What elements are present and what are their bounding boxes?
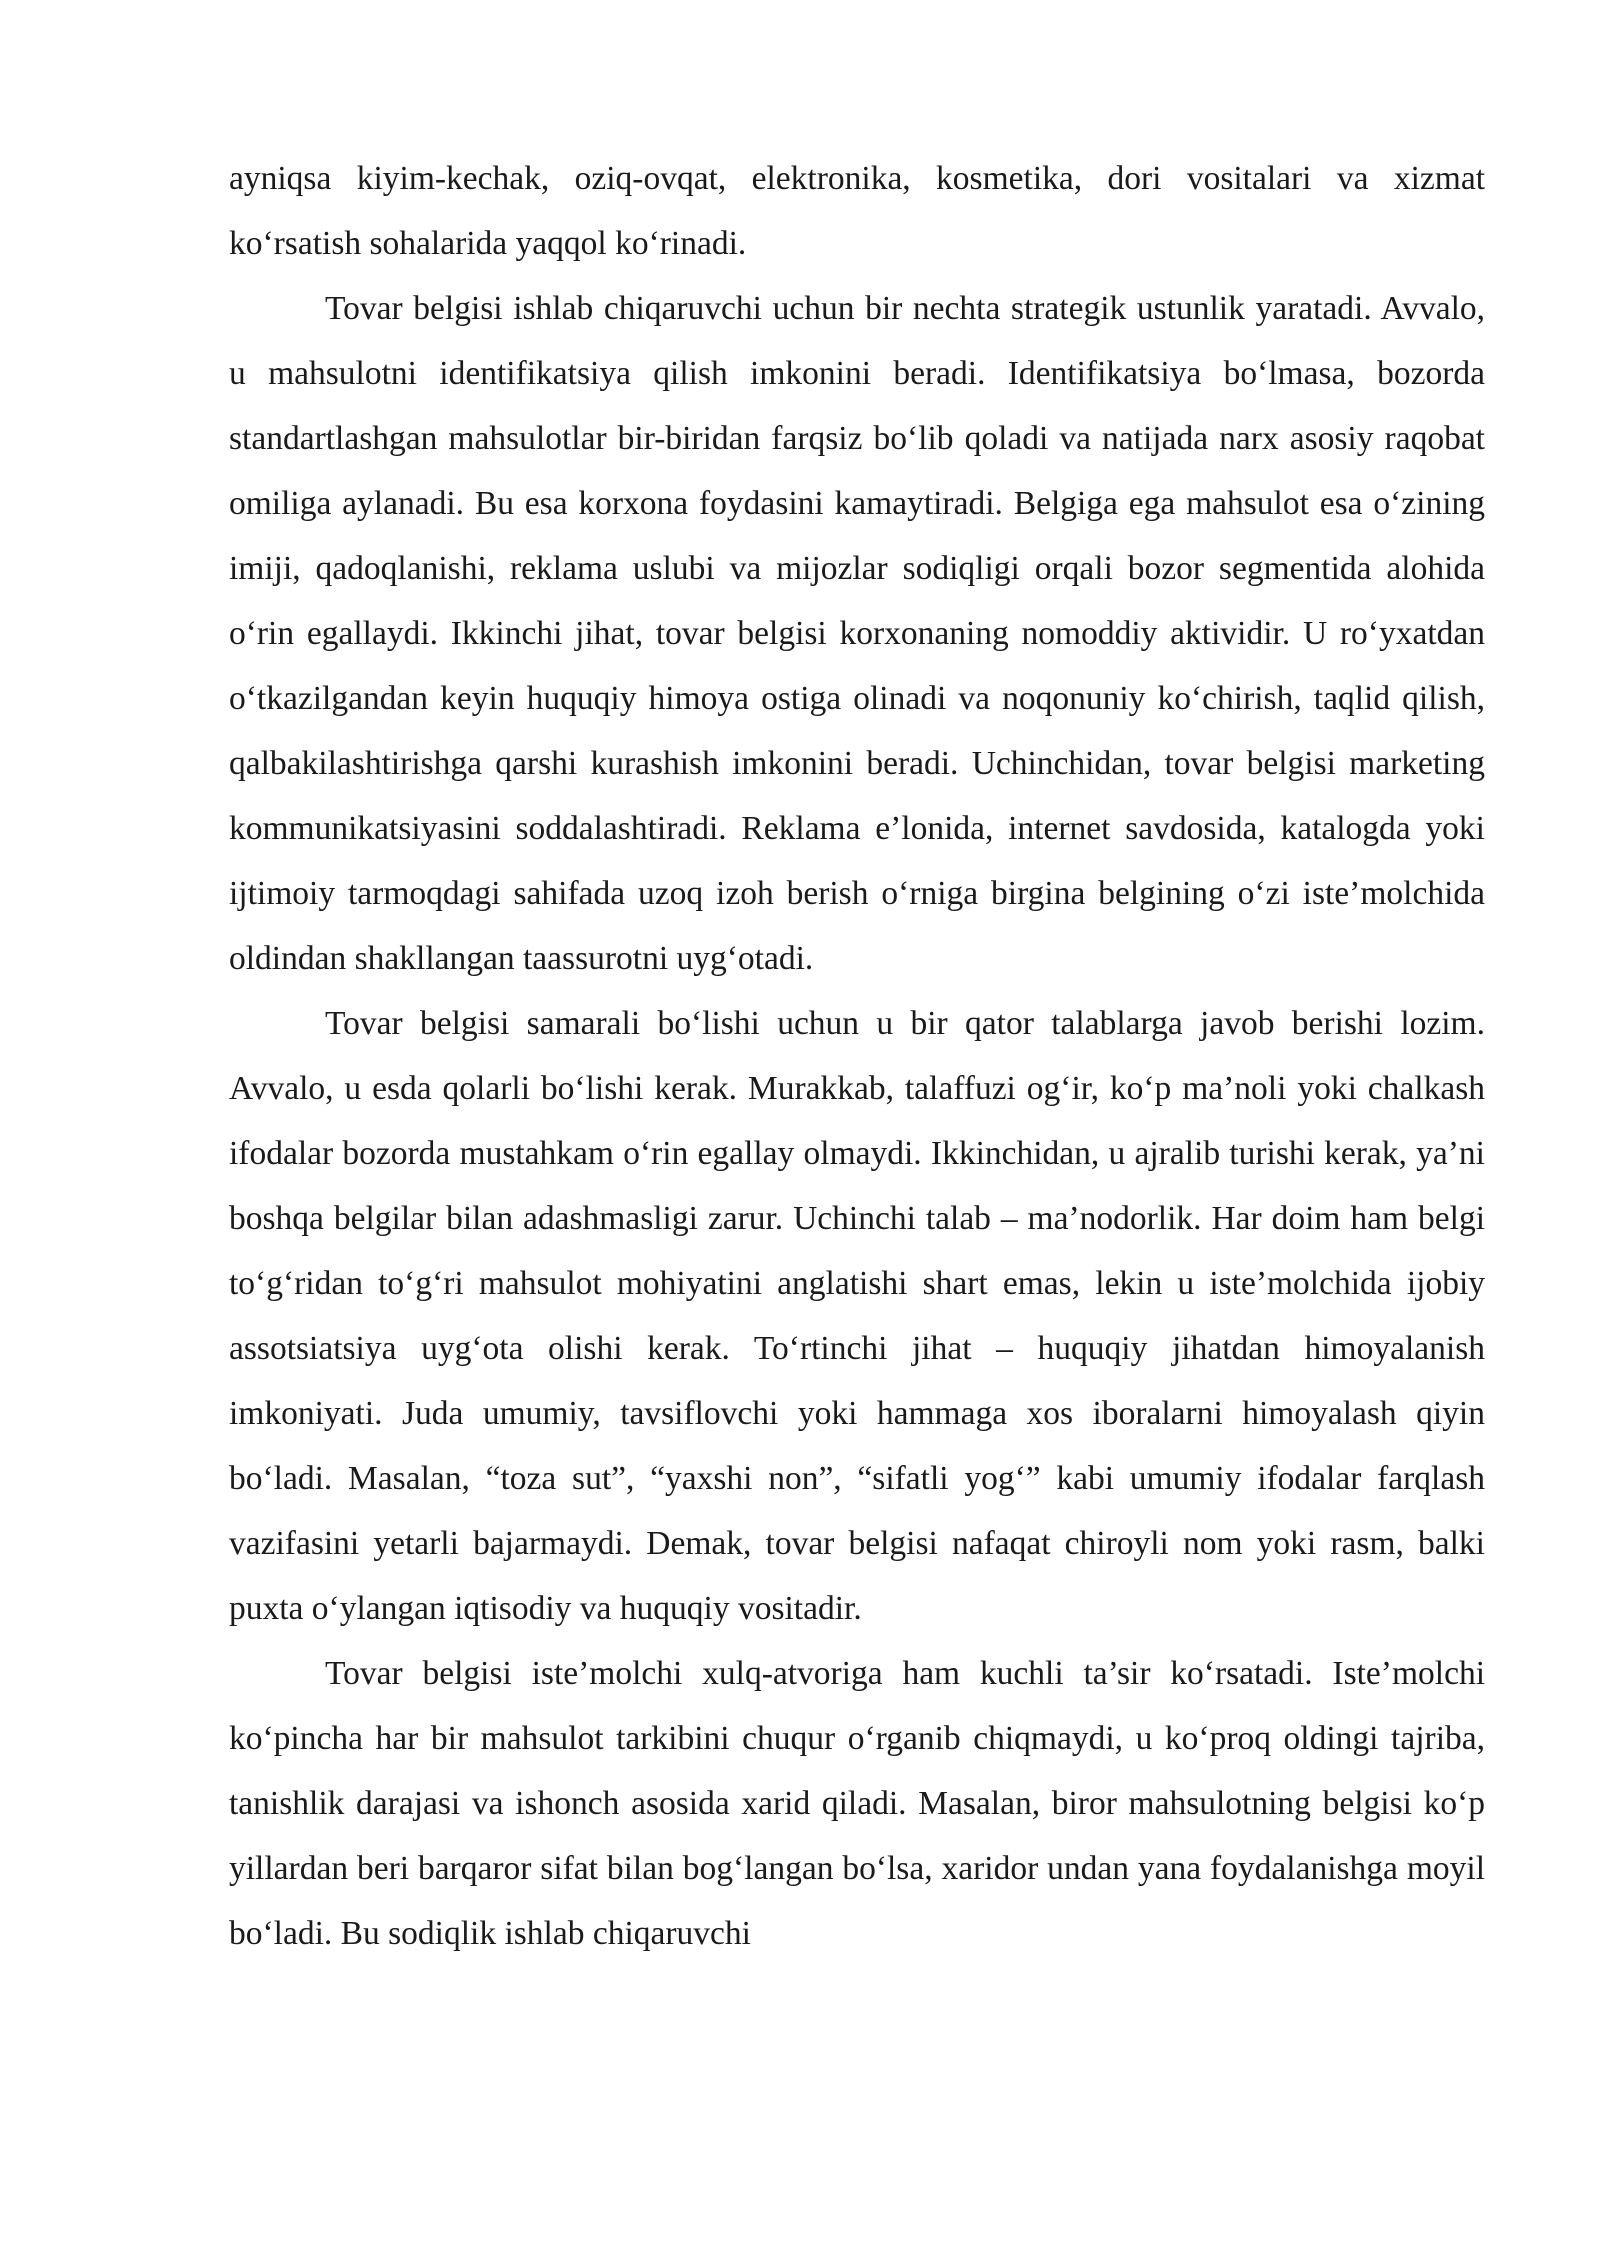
paragraph-2: Tovar belgisi ishlab chiqaruvchi uchun bir nechta strategik ustunlik yaratadi. Avvalo, u mahsulotni identifikatsiya qilish imkonini beradi. Identifikatsiya boʻlmasa, bozorda standartlashgan mahsulotlar bir-biridan farqsiz boʻlib qoladi va natijada narx asosiy raqobat omiliga aylanadi. Bu esa korxona foydasini kamaytiradi. Belgiga ega mahsulot esa oʻzining imiji, qadoqlanishi, reklama uslubi va mijozlar sodiqligi orqali bozor segmentida alohida oʻrin egallaydi. Ikkinchi jihat, tovar belgisi korxonaning nomoddiy aktividir. U roʻyxatdan oʻtkazilgandan keyin huquqiy himoya ostiga olinadi va noqonuniy koʻchirish, taqlid qilish, qalbakilashtirishga qarshi kurashish imkonini beradi. Uchinchidan, tovar belgisi marketing kommunikatsiyasini soddalashtiradi. Reklama e’lonida, internet savdosida, katalogda yoki ijtimoiy tarmoqdagi sahifada uzoq izoh berish oʻrniga birgina belgining oʻzi iste’molchida oldindan shakllangan taassurotni uygʻotadi. [229,290,1485,977]
paragraph-4: Tovar belgisi iste’molchi xulq-atvoriga ham kuchli ta’sir koʻrsatadi. Iste’molchi koʻpincha har bir mahsulot tarkibini chuqur oʻrganib chiqmaydi, u koʻproq oldingi tajriba, tanishlik darajasi va ishonch asosida xarid qiladi. Masalan, biror mahsulotning belgisi koʻp yillardan beri barqaror sifat bilan bogʻlangan boʻlsa, xaridor undan yana foydalanishga moyil boʻladi. Bu sodiqlik ishlab chiqaruvchi [229,1655,1485,1952]
paragraph-3: Tovar belgisi samarali boʻlishi uchun u bir qator talablarga javob berishi lozim. Avvalo, u esda qolarli boʻlishi kerak. Murakkab, talaffuzi ogʻir, koʻp ma’noli yoki chalkash ifodalar bozorda mustahkam oʻrin egallay olmaydi. Ikkinchidan, u ajralib turishi kerak, ya’ni boshqa belgilar bilan adashmasligi zarur. Uchinchi talab – ma’nodorlik. Har doim ham belgi toʻgʻridan toʻgʻri mahsulot mohiyatini anglatishi shart emas, lekin u iste’molchida ijobiy assotsiatsiya uygʻota olishi kerak. Toʻrtinchi jihat – huquqiy jihatdan himoyalanish imkoniyati. Juda umumiy, tavsiflovchi yoki hammaga xos iboralarni himoyalash qiyin boʻladi. Masalan, “toza sut”, “yaxshi non”, “sifatli yogʻ” kabi umumiy ifodalar farqlash vazifasini yetarli bajarmaydi. Demak, tovar belgisi nafaqat chiroyli nom yoki rasm, balki puxta oʻylangan iqtisodiy va huquqiy vositadir. [229,1005,1485,1627]
paragraph-1: ayniqsa kiyim-kechak, oziq-ovqat, elektronika, kosmetika, dori vositalari va xizmat koʻrsatish sohalarida yaqqol koʻrinadi. [229,160,1485,262]
document-page [229,146,1485,1966]
